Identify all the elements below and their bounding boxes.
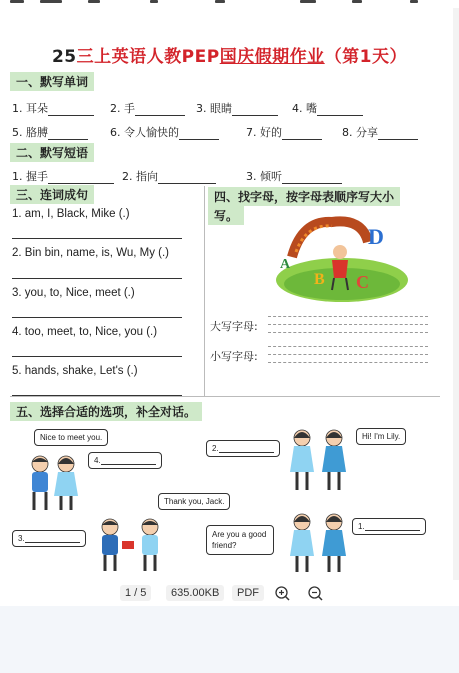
page-title: 25三上英语人教PEP国庆假期作业（第1天） [51, 47, 408, 67]
upper-label: 大写字母: [210, 320, 258, 333]
zoom-out-icon[interactable] [307, 585, 324, 602]
letter-d: D [368, 224, 384, 249]
speech-bubble-blank: 1. [352, 518, 426, 535]
column-divider [204, 186, 205, 396]
letters-picture [272, 212, 412, 304]
answer-line [12, 238, 182, 239]
speech-bubble: Hi! I'm Lily. [356, 428, 406, 445]
kids-illustration [288, 510, 352, 574]
writing-line [268, 346, 428, 347]
speech-bubble-blank: 4. [88, 452, 162, 469]
file-size: 635.00KB [166, 585, 224, 601]
sentence-item: 4. too, meet, to, Nice, you (.) [12, 326, 158, 338]
word-item: 4. 嘴 [292, 100, 363, 116]
top-strip [0, 0, 459, 8]
lower-label: 小写字母: [210, 350, 258, 363]
section-4-heading-cont: 写。 [208, 206, 244, 225]
answer-line [12, 356, 182, 357]
writing-line [268, 354, 428, 355]
speech-bubble-blank: 3. [12, 530, 86, 547]
word-item: 3. 眼睛 [196, 100, 278, 116]
viewer-background [0, 606, 459, 673]
speech-bubble-blank: 2. [206, 440, 280, 457]
answer-line [12, 278, 182, 279]
sentence-item: 1. am, I, Black, Mike (.) [12, 208, 130, 220]
speech-bubble: Thank you, Jack. [158, 493, 230, 510]
answer-line [12, 317, 182, 318]
word-item: 7. 好的 [246, 124, 322, 140]
word-item: 2. 手 [110, 100, 185, 116]
writing-line [268, 316, 428, 317]
phrase-item: 3. 倾听 [246, 168, 342, 184]
scrollbar[interactable] [453, 8, 459, 580]
kids-illustration [286, 426, 356, 496]
section-1-heading: 一、默写单词 [10, 72, 94, 91]
sentence-item: 2. Bin bin, name, is, Wu, My (.) [12, 247, 170, 259]
writing-line [268, 332, 428, 333]
section-divider [10, 396, 440, 397]
speech-bubble: Nice to meet you. [34, 429, 108, 446]
speech-bubble: Are you a good friend? [206, 525, 274, 555]
phrase-item: 2. 指向 [122, 168, 216, 184]
kids-illustration [96, 515, 166, 573]
writing-line [268, 324, 428, 325]
letter-b: B [314, 271, 325, 288]
section-2-heading: 二、默写短语 [10, 143, 94, 162]
word-item: 1. 耳朵 [12, 100, 94, 116]
sentence-item: 5. hands, shake, Let's (.) [12, 365, 138, 377]
letter-c: C [356, 272, 369, 292]
zoom-in-icon[interactable] [274, 585, 291, 602]
pdf-toolbar [0, 580, 459, 606]
word-item: 6. 令人愉快的 [110, 124, 219, 140]
section-3-heading: 三、连词成句 [10, 185, 94, 204]
sentence-item: 3. you, to, Nice, meet (.) [12, 287, 135, 299]
letter-a: A [280, 257, 291, 272]
file-type: PDF [232, 585, 264, 601]
phrase-item: 1. 握手 [12, 168, 114, 184]
section-5-heading: 五、选择合适的选项，补全对话。 [10, 402, 202, 421]
word-item: 5. 胳膊 [12, 124, 88, 140]
page-indicator: 1 / 5 [120, 585, 151, 601]
word-item: 8. 分享 [342, 124, 418, 140]
kids-illustration [24, 452, 84, 516]
writing-line [268, 362, 428, 363]
section-4-heading: 四、找字母，按字母表顺序写大小 [208, 187, 400, 206]
